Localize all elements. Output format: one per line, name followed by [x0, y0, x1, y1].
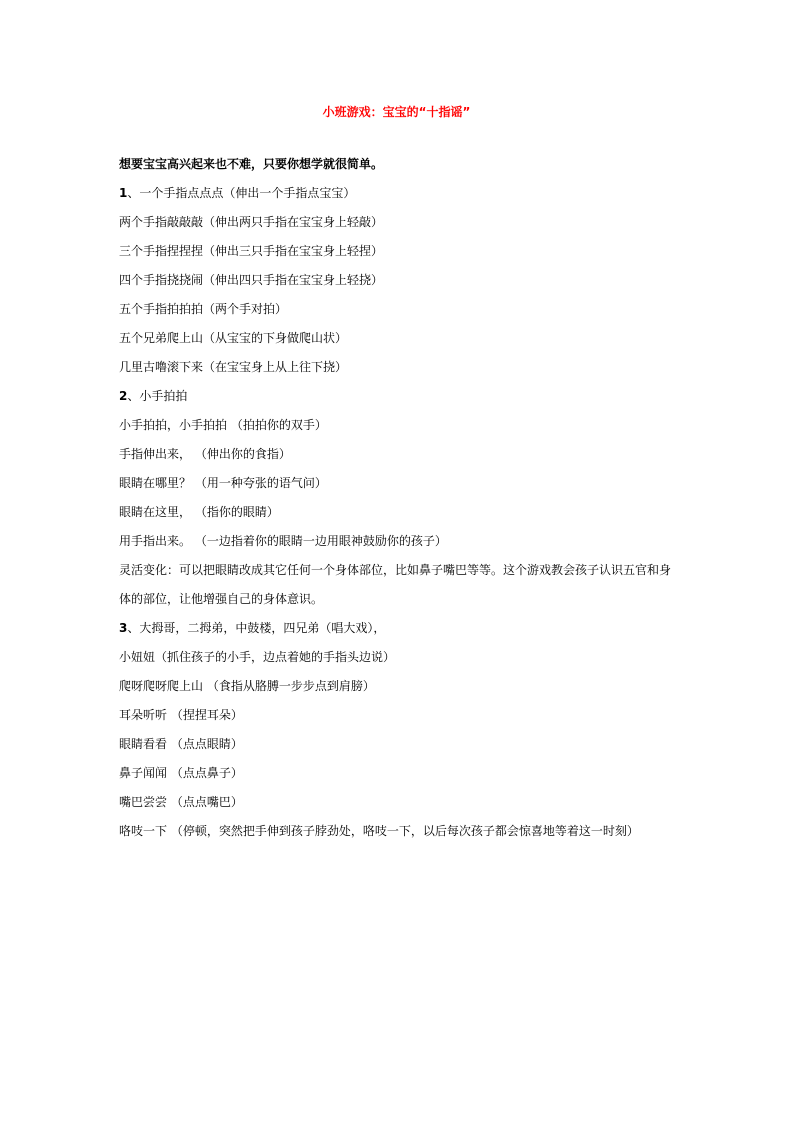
text-line: 用手指出来。 （一边指着你的眼睛一边用眼神鼓励你的孩子）	[119, 534, 447, 548]
text-line: 小手拍拍，小手拍拍 （拍拍你的双手）	[119, 418, 327, 432]
text-line: 小妞妞（抓住孩子的小手，边点着她的手指头边说）	[119, 650, 396, 664]
text-line: 几里古噜滚下来（在宝宝身上从上往下挠）	[119, 360, 348, 374]
section-number: 2	[119, 389, 128, 403]
text-line: 眼睛在这里， （指你的眼睛）	[119, 505, 279, 519]
text-line: 四个手指挠挠闹（伸出四只手指在宝宝身上轻挠）	[119, 273, 384, 287]
section-heading	[119, 382, 679, 411]
section-heading	[119, 179, 679, 208]
text-line: 五个手指拍拍拍（两个手对拍）	[119, 302, 288, 316]
text-line: 耳朵听听 （捏捏耳朵）	[119, 708, 243, 722]
text-line: 手指伸出来， （伸出你的食指）	[119, 447, 291, 461]
text-line: 眼睛在哪里？ （用一种夸张的语气问）	[119, 476, 327, 490]
text-line: 眼睛看看 （点点眼睛）	[119, 737, 243, 751]
document-body	[119, 150, 679, 846]
text-line: 鼻子闻闻 （点点鼻子）	[119, 766, 243, 780]
text-line: 三个手指捏捏捏（伸出三只手指在宝宝身上轻捏）	[119, 244, 384, 258]
page-title: 小班游戏：宝宝的“十指谣”	[322, 105, 471, 119]
text-line: 爬呀爬呀爬上山 （食指从胳膊一步步点到肩膀）	[119, 679, 375, 693]
text-line: 嘴巴尝尝 （点点嘴巴）	[119, 795, 243, 809]
section-heading	[119, 614, 679, 643]
section-heading-text: 、小手拍拍	[127, 389, 188, 403]
text-line: 五个兄弟爬上山（从宝宝的下身做爬山状）	[119, 331, 348, 345]
variation-paragraph: 灵活变化：可以把眼睛改成其它任何一个身体部位，比如鼻子嘴巴等等。这个游戏教会孩子认识五官和身体的部位，让他增强自己的身体意识。	[119, 563, 672, 606]
section-heading-text: 、大拇哥，二拇弟，中鼓楼，四兄弟（唱大戏），	[127, 621, 386, 635]
section-heading-text: 、一个手指点点点（伸出一个手指点宝宝）	[127, 186, 356, 200]
section-number: 3	[119, 621, 128, 635]
section-number: 1	[119, 186, 128, 200]
intro-line: 想要宝宝高兴起来也不难，只要你想学就很简单。	[119, 157, 384, 171]
text-line: 咯吱一下 （停顿，突然把手伸到孩子脖劲处，咯吱一下，以后每次孩子都会惊喜地等着这一时刻）	[119, 824, 639, 838]
text-line: 两个手指敲敲敲（伸出两只手指在宝宝身上轻敲）	[119, 215, 384, 229]
